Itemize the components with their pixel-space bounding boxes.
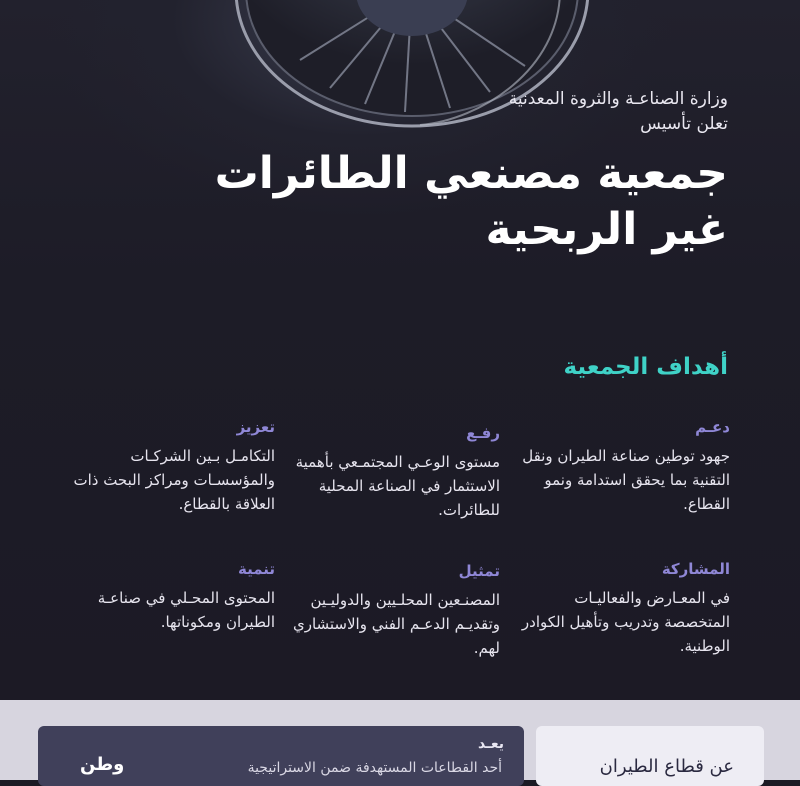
goal-heading: تعزيز	[236, 418, 275, 436]
goal-text: التكامـل بـين الشركـات والمؤسسـات ومراكز البحث ذات العلاقة بالقطاع.	[73, 447, 275, 513]
title-line-1: جمعية مصنعي الطائرات	[214, 148, 728, 199]
goal-heading: تنمية	[237, 560, 275, 578]
goal-heading: المشاركة	[661, 560, 730, 578]
goal-text: مستوى الوعـي المجتمـعي بأهمية الاستثمار في الصناعة المحلية للطائرات.	[295, 453, 500, 519]
goals-section-title: أهداف الجمعية	[563, 354, 728, 380]
ministry-name: وزارة الصناعـة والثروة المعدنية	[508, 89, 728, 109]
goal-text: المصنـعين المحلـيين والدوليـين وتقديـم الدعـم الفني والاستشاري لهم.	[292, 591, 500, 657]
goal-text: في المعـارض والفعاليـات المتخصصة وتدريب وتأهيل الكوادر الوطنية.	[521, 589, 730, 655]
aviation-sector-text: عن قطاع الطيران	[599, 756, 734, 777]
goal-heading: رفـع	[466, 424, 500, 442]
vision-card[interactable]	[38, 726, 524, 786]
goal-item-participation	[520, 560, 730, 658]
goal-text: المحتوى المحـلي في صناعـة الطيران ومكوناتها.	[97, 589, 275, 631]
goal-heading: تمثيل	[458, 562, 500, 580]
goal-item-raise	[290, 424, 500, 522]
vision-card-label: يعـد	[477, 736, 504, 752]
vision-logo: وطن	[80, 754, 125, 775]
announcement-header	[215, 86, 728, 258]
goal-item-development	[65, 560, 275, 634]
goal-item-representation	[290, 562, 500, 660]
goal-item-support	[520, 418, 730, 516]
announce-text: تعلن تأسيس	[640, 114, 728, 134]
aviation-sector-card[interactable]	[536, 726, 764, 786]
vision-card-text: أحد القطاعات المستهدفة ضمن الاستراتيجية	[247, 760, 502, 776]
goal-text: جهود توطين صناعة الطيران ونقل التقنية بما يحقق استدامة ونمو القطاع.	[522, 447, 730, 513]
page-title	[215, 146, 728, 258]
goal-item-enhance	[65, 418, 275, 516]
goal-heading: دعـم	[695, 418, 730, 436]
title-line-2: غير الربحية	[485, 204, 728, 255]
